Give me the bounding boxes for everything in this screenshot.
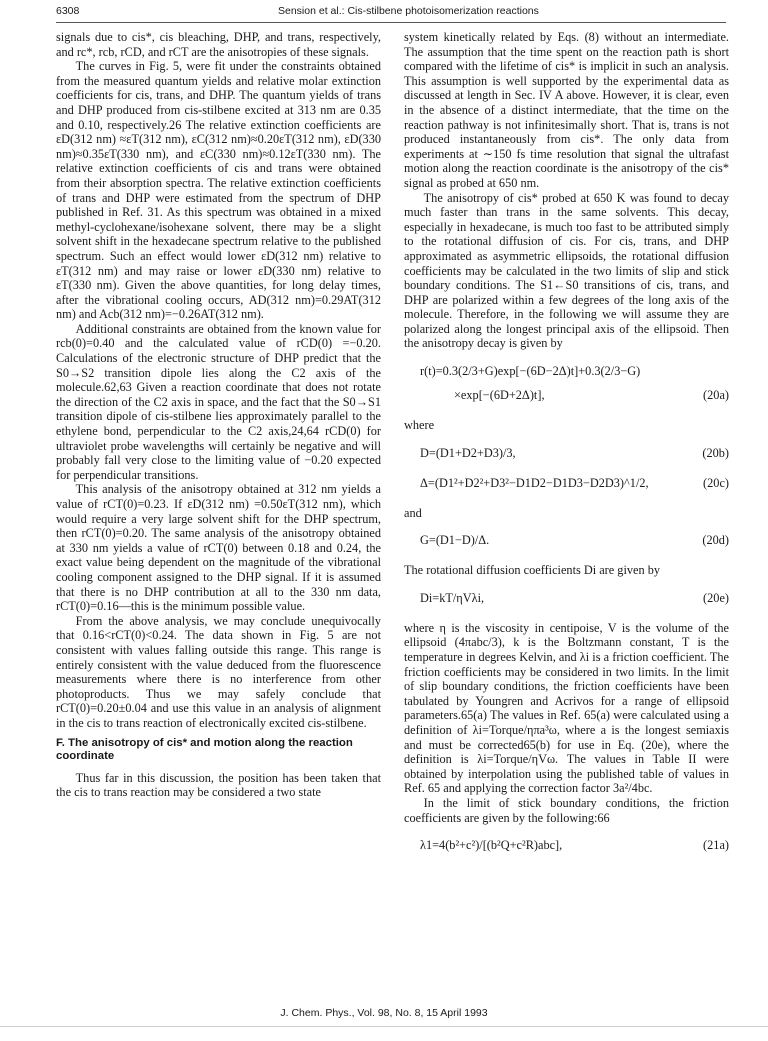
- equation-20e: [404, 591, 729, 608]
- equation-20b: [404, 446, 729, 463]
- connector-text: where: [404, 418, 435, 433]
- paragraph: From the above analysis, we may conclude unequivocally that 0.16<rCT(0)<0.24. The data shown in Fig. 5 are not consistent with values falling outside this range. This range is entirely consistent with the value deduced from the fluorescence measurements where there is no interference from other photoproducts. Thus we may safely conclude that rCT(0)=0.20±0.04 and use this value in an analysis of alignment in the cis to trans reaction of electronically excited cis-stilbene.: [56, 613, 381, 730]
- equation-text: Di=kT/ηVλi,: [420, 590, 485, 605]
- equation-20d: [404, 533, 729, 550]
- equation-number: (20d): [702, 533, 729, 548]
- equation-20c: [404, 476, 729, 493]
- paragraph: The rotational diffusion coefficients Di are given by: [404, 563, 660, 578]
- equation-number: (20c): [703, 475, 729, 490]
- equation-number: (21a): [703, 838, 729, 853]
- equation-text: r(t)=0.3(2/3+G)exp[−(6D−2Δ)t]+0.3(2/3−G): [420, 364, 641, 379]
- running-header: [56, 5, 726, 21]
- page-number: 6308: [56, 5, 80, 17]
- equation-20a-line1: [404, 364, 729, 381]
- left-column: [56, 30, 381, 800]
- footer-rule: [0, 1026, 768, 1027]
- running-title: Sension et al.: Cis-stilbene photoisomerization reactions: [278, 5, 539, 17]
- equation-text: ×exp[−(6D+2Δ)t],: [454, 388, 545, 403]
- paragraph: Additional constraints are obtained from the known value for rcb(0)=0.40 and the calculated value of rCD(0) =−0.20. Calculations of the electronic structure of DHP predict that the S0→S2 transition dipole lies along the C2 axis of the molecule.62,63 Given a reaction coordinate that does not rotate the direction of the C2 axis in space, and the fact that the S0→S1 transition dipole of cis-stilbene lies approximately parallel to the ethylene bond, perpendicular to the C2 axis,24,64 rCD(0) for ultraviolet probe wavelengths will certainly be negative and will probably fall very close to the limiting value of −0.20 expected for perpendicular transitions.: [56, 321, 381, 482]
- equation-21a: [404, 838, 729, 855]
- right-column: [404, 30, 729, 868]
- paragraph: The curves in Fig. 5, were fit under the constraints obtained from the measured quantum yields and relative molar extinction coefficients for cis, trans, and DHP. The quantum yields of trans and DHP produced from cis-stilbene excited at 313 nm are 0.35 and 0.10, respectively.26 The relative extinction coefficients are εD(312 nm) ≈εT(312 nm), εC(312 nm)≈0.20εT(312 nm), εD(330 nm)≈0.35εT(330 nm), and εC(330 nm)≈0.12εT(330 nm). The relative extinction coefficients of cis and trans were obtained from their absorption spectra. The relative extinction coefficients of trans and DHP were estimated from the spectrum of DHP published in Ref. 31. As this spectrum was obtained in a mixed methyl-cyclohexane/isohexane solvent, there may be a slight solvent shift in the hexadecane spectrum relative to the published spectrum. Such an effect would lower εD(312 nm) relative to εT(312 nm) and may raise or lower εD(330 nm) relative to εT(330 nm). Given the above quantities, for long delay times, after the vibrational cooling occurs, AD(312 nm)=0.29AT(312 nm) and Acb(312 nm)=−0.26AT(312 nm).: [56, 59, 381, 322]
- equation-text: D=(D1+D2+D3)/3,: [420, 445, 516, 460]
- connector-text: and: [404, 505, 422, 520]
- equation-text: G=(D1−D)/Δ.: [420, 533, 490, 548]
- header-rule: [56, 22, 726, 23]
- paragraph: This analysis of the anisotropy obtained at 312 nm yields a value of rCT(0)=0.23. If εD(312 nm) =0.50εT(312 nm), which would require a very large solvent shift for the DHP spectrum, then rCT(0)=0.20. The same analysis of the anisotropy obtained at 330 nm yields a value of rCT(0) between 0.18 and 0.24, the exact value being dependent on the magnitude of the vibrational cooling component assigned to the DHP signal. If it is assumed that there is no DHP contribution at all to the 330 nm data, rCT(0)=0.16—this is the minimum possible value.: [56, 482, 381, 614]
- paragraph: signals due to cis*, cis bleaching, DHP, and trans, respectively, and rc*, rcb, rCD, and rCT are the anisotropies of these signals.: [56, 30, 381, 59]
- equation-number: (20e): [703, 590, 729, 605]
- equation-20a-line2: [404, 388, 729, 405]
- equation-text: λ1=4(b²+c²)/[(b²Q+c²R)abc],: [420, 838, 563, 853]
- paragraph: Thus far in this discussion, the position has been taken that the cis to trans reaction may be considered a two state: [56, 770, 381, 800]
- equation-number: (20a): [703, 388, 729, 403]
- paragraph: The anisotropy of cis* probed at 650 K was found to decay much faster than trans in the same solvents. This decay, especially in hexadecane, is much too fast to be attributed simply to the rotational diffusion of cis. For cis, trans, and DHP approximated as asymmetric ellipsoids, the rotational diffusion coefficients may be calculated in the two limits of slip and stick boundary conditions. The S1←S0 transitions of cis, trans, and DHP are polarized within a few degrees of the long axis of the molecule. Therefore, in the following we will assume they are polarized along the longest principal axis of the ellipsoid. Then the anisotropy decay is given by: [404, 190, 729, 351]
- paragraph: In the limit of stick boundary conditions, the friction coefficients are given by the following:66: [404, 795, 729, 825]
- paragraph: system kinetically related by Eqs. (8) without an intermediate. The assumption that the time spent on the reaction path is short compared with the lifetime of cis* is implicit in such an analysis. This assumption is well supported by the experimental data as discussed at length in Sec. IV A above. However, it is clear, even in the absence of a distinct intermediate, that the time on the reaction pathway is not infinitesimally short. That is, trans is not produced instantaneously from cis*. The only data from experiments at ∼150 fs time resolution that signal the ultrafast motion along the reaction coordinate is the anisotropy of the cis* signal as probed at 650 nm.: [404, 30, 729, 190]
- paragraph: where η is the viscosity in centipoise, V is the volume of the ellipsoid (4πabc/3), k is the Boltzmann constant, T is the temperature in degrees Kelvin, and λi is a friction coefficient. The friction coefficients may be considered in two limits. In the limit of slip boundary conditions, the friction coefficients have been tabulated by Youngren and Acrivos for a range of ellipsoid parameters.65(a) The values in Ref. 65(a) were calculated using a definition of λi=Torque/ηπa³ω, where a is the longest semiaxis and must be corrected65(b) for use in Eq. (20e), where the definition is λi=Torque/ηVω. The values in Table II were obtained by interpolation using the published table of values in Ref. 65 and applying the correction factor 3a²/4bc.: [404, 620, 729, 796]
- journal-citation: J. Chem. Phys., Vol. 98, No. 8, 15 April 1993: [280, 1007, 488, 1019]
- equation-number: (20b): [702, 445, 729, 460]
- section-heading: F. The anisotropy of cis* and motion along the reaction coordinate: [56, 736, 353, 763]
- equation-text: Δ=(D1²+D2²+D3²−D1D2−D1D3−D2D3)^1/2,: [420, 475, 649, 490]
